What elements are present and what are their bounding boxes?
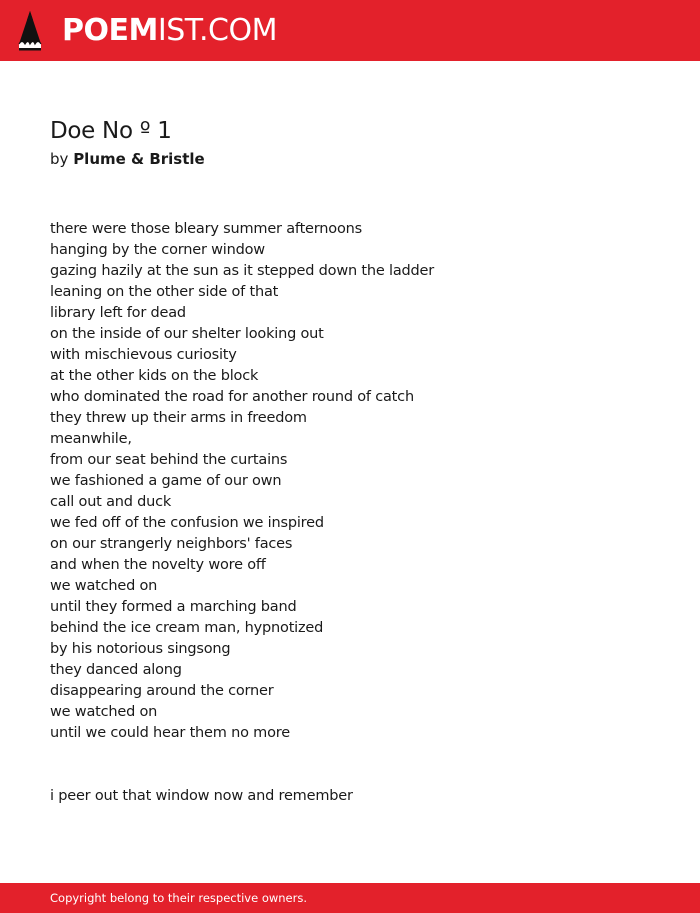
- poem-line: we fashioned a game of our own: [50, 473, 282, 489]
- poem-line: until they formed a marching band: [50, 599, 297, 615]
- poem-line: disappearing around the corner: [50, 683, 274, 699]
- logo-brand-light: IST.COM: [157, 13, 277, 48]
- poem-line: from our seat behind the curtains: [50, 452, 288, 468]
- poem-line: behind the ice cream man, hypnotized: [50, 620, 324, 636]
- poem-line: and when the novelty wore off: [50, 557, 266, 573]
- poem-line: gazing hazily at the sun as it stepped down the ladder: [50, 263, 435, 279]
- author-name: Plume & Bristle: [73, 150, 205, 168]
- poem-line: by his notorious singsong: [50, 641, 231, 657]
- poem-line: on our strangerly neighbors' faces: [50, 536, 293, 552]
- poem-title: Doe No º 1: [50, 118, 172, 144]
- poem-line: library left for dead: [50, 305, 186, 321]
- poem-line: we watched on: [50, 704, 158, 720]
- poem-line: i peer out that window now and remember: [50, 788, 353, 804]
- poem-line: there were those bleary summer afternoons: [50, 221, 362, 237]
- poem-line: hanging by the corner window: [50, 242, 265, 258]
- poem-line: we watched on: [50, 578, 158, 594]
- logo-brand-bold: POEM: [62, 13, 158, 48]
- poem-byline: [50, 148, 205, 170]
- poem-body: [50, 219, 650, 807]
- stanza-gap: [50, 765, 650, 786]
- site-footer: [0, 883, 700, 913]
- copyright-notice: Copyright belong to their respective owners.: [50, 891, 308, 905]
- poem-line: leaning on the other side of that: [50, 284, 279, 300]
- poem-line: who dominated the road for another round of catch: [50, 389, 414, 405]
- poem-line: we fed off of the confusion we inspired: [50, 515, 324, 531]
- poem-line: call out and duck: [50, 494, 172, 510]
- poem-line: they threw up their arms in freedom: [50, 410, 307, 426]
- poem-line: with mischievous curiosity: [50, 347, 237, 363]
- poem-line: on the inside of our shelter looking out: [50, 326, 324, 342]
- poem-line: meanwhile,: [50, 431, 132, 447]
- poem-line: they danced along: [50, 662, 182, 678]
- poem-line: at the other kids on the block: [50, 368, 259, 384]
- pencil-tip-icon[interactable]: [17, 10, 43, 51]
- site-header: [0, 0, 700, 61]
- poem-line: until we could hear them no more: [50, 725, 290, 741]
- site-logo[interactable]: [62, 12, 277, 50]
- stanza-gap: [50, 744, 650, 765]
- by-label: by: [50, 150, 69, 168]
